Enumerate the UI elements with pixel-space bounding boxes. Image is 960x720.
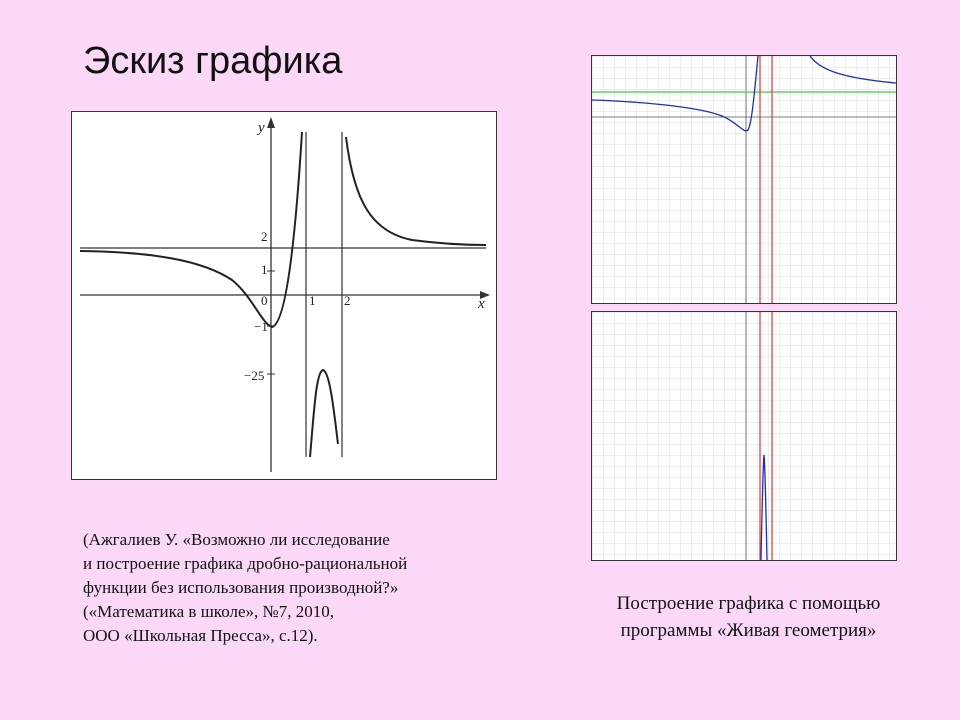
caption-line: программы «Живая геометрия»	[620, 620, 877, 641]
x-label-1: 1	[309, 293, 316, 308]
citation	[83, 528, 407, 648]
x-label-2: 2	[344, 293, 351, 308]
y-label-2: 2	[261, 229, 268, 244]
y-label-minus-1: −1	[254, 319, 268, 334]
curve-right-branch	[346, 137, 486, 245]
curve-left-branch	[80, 132, 302, 327]
citation-line: ООО «Школьная Пресса», с.12).	[83, 626, 318, 645]
grid	[592, 56, 896, 303]
live-geometry-graph-top	[591, 55, 897, 304]
y-axis-arrow	[267, 117, 275, 128]
sketch-graph-figure	[71, 111, 497, 480]
citation-line: функции без использования производной?»	[83, 578, 399, 597]
citation-line: (Ажгалиев У. «Возможно ли исследование	[83, 530, 390, 549]
x-axis-label: x	[478, 296, 485, 312]
citation-line: и построение графика дробно-рациональной	[83, 554, 408, 573]
caption-line: Построение графика с помощью	[616, 593, 881, 614]
citation-line: («Математика в школе», №7, 2010,	[83, 602, 334, 621]
y-label-minus-25: −25	[244, 368, 265, 383]
live-geometry-graph-bottom	[591, 311, 897, 561]
y-axis-label: y	[258, 120, 265, 136]
curve-middle-branch	[310, 370, 338, 457]
grid	[592, 312, 896, 560]
y-label-1: 1	[261, 262, 268, 277]
x-label-0: 0	[261, 293, 268, 308]
caption	[571, 590, 926, 644]
slide-title: Эскиз графика	[83, 40, 343, 82]
